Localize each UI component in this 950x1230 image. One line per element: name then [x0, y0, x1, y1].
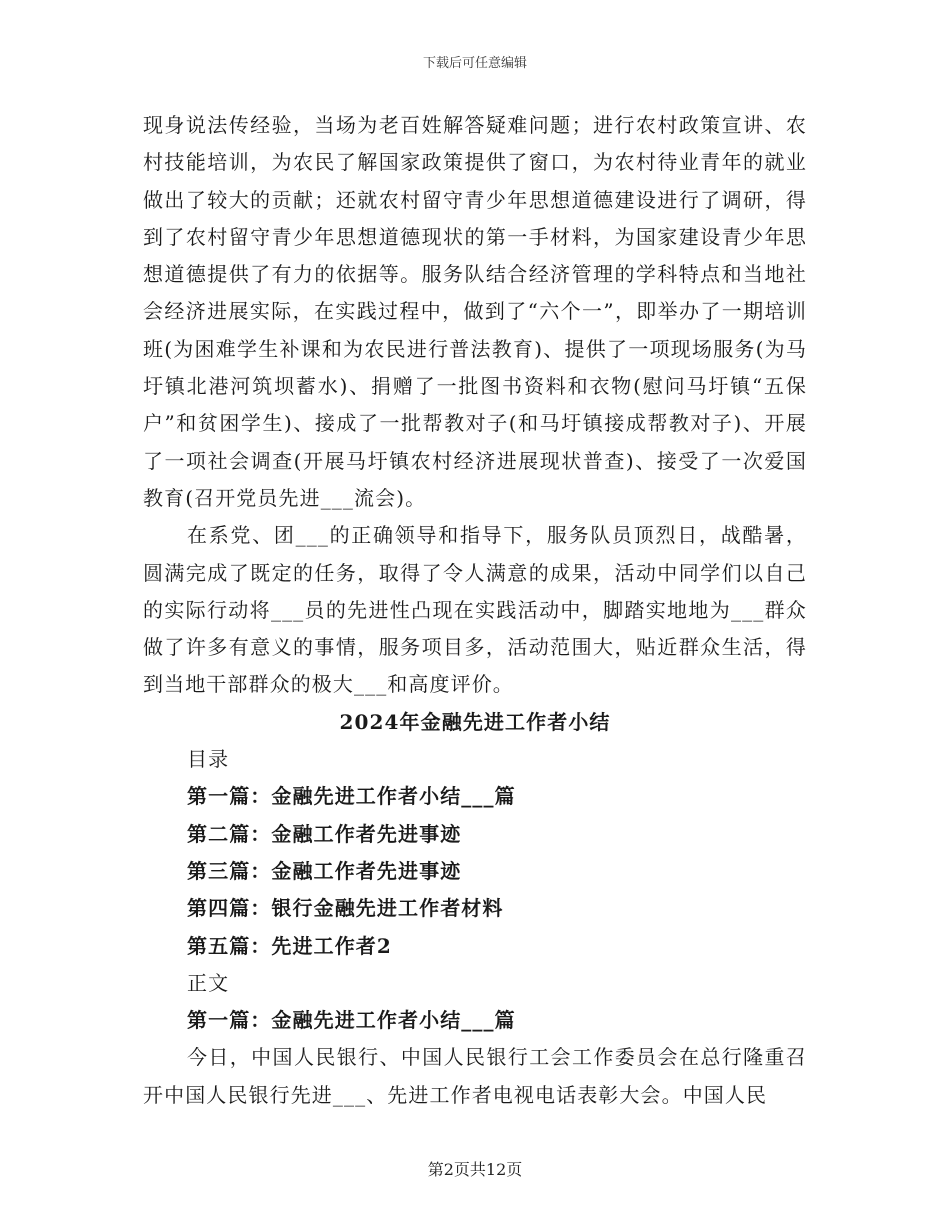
toc-item: 第一篇：金融先进工作者小结___篇: [187, 784, 516, 809]
toc-item: 第四篇：银行金融先进工作者材料: [187, 896, 504, 921]
paragraph-achievements: 在系党、团___的正确领导和指导下，服务队员顶烈日，战酷暑，圆满完成了既定的任务，取得了令人满意的成果，活动中同学们以自己的实际行动将___员的先进性凸现在实践活动中，脚踏实地地为___群众做了许多有意义的事情，服务项目多，活动范围大，贴近群众生活，得到当地干部群众的极大___和高度评价。: [143, 523, 807, 697]
document-body: [143, 107, 807, 1114]
document-title: 2024年金融先进工作者小结: [339, 709, 611, 734]
section-heading: 第一篇：金融先进工作者小结___篇: [187, 1008, 516, 1033]
toc-item: 第二篇：金融工作者先进事迹: [187, 821, 462, 846]
toc-label: 目录: [187, 747, 230, 772]
page-header: 下载后可任意编辑: [422, 56, 527, 71]
main-text-label: 正文: [187, 970, 230, 995]
paragraph-service-team: 现身说法传经验，当场为老百姓解答疑难问题；进行农村政策宣讲、农村技能培训，为农民了解国家政策提供了窗口，为农村待业青年的就业做出了较大的贡献；还就农村留守青少年思想道德建设进行了调研，得到了农村留守青少年思想道德现状的第一手材料，为国家建设青少年思想道德提供了有力的依据等。服务队结合经济管理的学科特点和当地社会经济进展实际，在实践过程中，做到了“六个一”，即举办了一期培训班(为困难学生补课和为农民进行普法教育)、提供了一项现场服务(为马圩镇北港河筑坝蓄水)、捐赠了一批图书资料和衣物(慰问马圩镇“五保户”和贫困学生)、接成了一批帮教对子(和马圩镇接成帮教对子)、开展了一项社会调查(开展马圩镇农村经济进展现状普查)、接受了一次爱国教育(召开党员先进___流会)。: [143, 113, 807, 510]
toc-item: 第五篇：先进工作者2: [187, 933, 392, 958]
page-number: 第2页共12页: [427, 1160, 523, 1179]
toc-item: 第三篇：金融工作者先进事迹: [187, 858, 462, 883]
paragraph-opening: 今日，中国人民银行、中国人民银行工会工作委员会在总行隆重召开中国人民银行先进___、先进工作者电视电话表彰大会。中国人民: [143, 1045, 807, 1107]
